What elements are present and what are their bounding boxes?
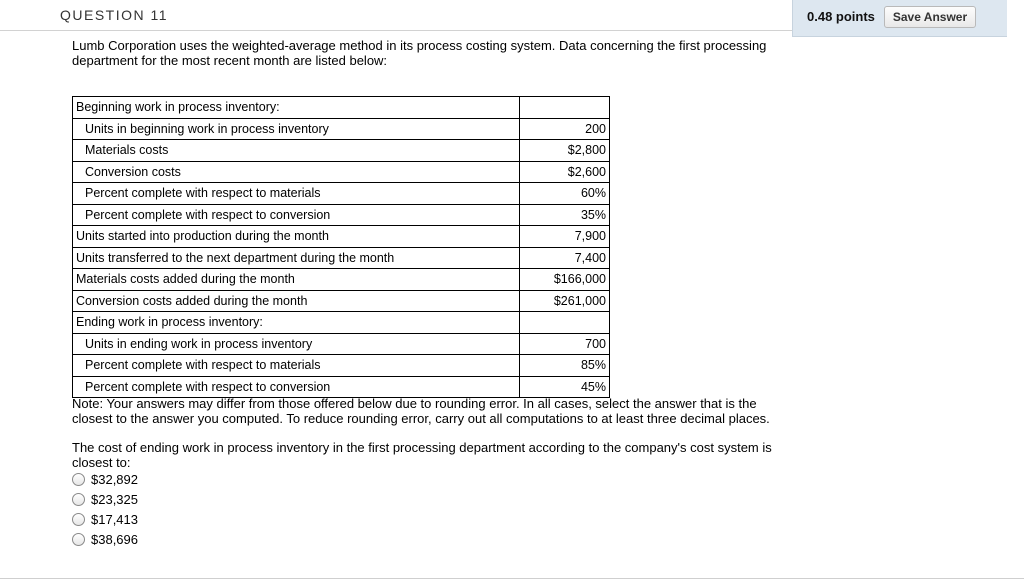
row-label: Beginning work in process inventory: [73,97,520,119]
row-label: Percent complete with respect to conversion [73,376,520,398]
row-value: $2,800 [520,140,610,162]
save-answer-button[interactable]: Save Answer [884,6,976,28]
row-label: Materials costs [73,140,520,162]
row-label: Units transferred to the next department during the month [73,247,520,269]
points-panel [792,0,1007,37]
rounding-note: Note: Your answers may differ from those offered below due to rounding error. In all cases, select the answer that is the closest to the answer you computed. To reduce rounding error, carry out all computations to at least three decimal places. [72,396,770,426]
table-row [73,376,610,398]
answer-choice[interactable] [72,509,138,529]
table-row [73,226,610,248]
question-header [0,0,1024,34]
table-row [73,269,610,291]
answer-choice-label: $38,696 [91,531,138,547]
answer-choice[interactable] [72,469,138,489]
row-value: 60% [520,183,610,205]
data-table [72,96,610,398]
row-value: 7,900 [520,226,610,248]
footer-divider [0,578,1024,579]
row-label: Units in ending work in process inventory [73,333,520,355]
row-value: 7,400 [520,247,610,269]
row-label: Percent complete with respect to materials [73,183,520,205]
table-row [73,161,610,183]
points-value: 0.48 points [807,9,875,24]
row-label: Conversion costs added during the month [73,290,520,312]
row-value: $2,600 [520,161,610,183]
question-header-bar [0,0,792,31]
row-value: 200 [520,118,610,140]
answer-choice[interactable] [72,529,138,549]
table-row [73,355,610,377]
table-row [73,204,610,226]
table-row [73,312,610,334]
table-row [73,333,610,355]
row-value: $261,000 [520,290,610,312]
table-row [73,183,610,205]
row-value: 35% [520,204,610,226]
row-value [520,97,610,119]
table-row [73,247,610,269]
answer-choices [72,469,138,549]
question-text: Lumb Corporation uses the weighted-average method in its process costing system. Data concerning the first processing department for the most recent month are listed below: [72,38,767,68]
answer-choice-label: $17,413 [91,511,138,527]
table-row [73,118,610,140]
row-value: 45% [520,376,610,398]
answer-choice[interactable] [72,489,138,509]
row-value [520,312,610,334]
row-label: Ending work in process inventory: [73,312,520,334]
row-value: 700 [520,333,610,355]
radio-button[interactable] [72,493,85,506]
row-label: Units started into production during the month [73,226,520,248]
radio-button[interactable] [72,473,85,486]
question-prompt: The cost of ending work in process inventory in the first processing department according to the company's cost system is closest to: [72,440,772,470]
radio-button[interactable] [72,513,85,526]
table-row [73,97,610,119]
row-label: Units in beginning work in process inventory [73,118,520,140]
row-value: 85% [520,355,610,377]
question-number: QUESTION 11 [60,7,169,23]
radio-button[interactable] [72,533,85,546]
row-value: $166,000 [520,269,610,291]
row-label: Conversion costs [73,161,520,183]
table-row [73,140,610,162]
answer-choice-label: $32,892 [91,471,138,487]
row-label: Materials costs added during the month [73,269,520,291]
answer-choice-label: $23,325 [91,491,138,507]
table-row [73,290,610,312]
row-label: Percent complete with respect to conversion [73,204,520,226]
row-label: Percent complete with respect to materials [73,355,520,377]
